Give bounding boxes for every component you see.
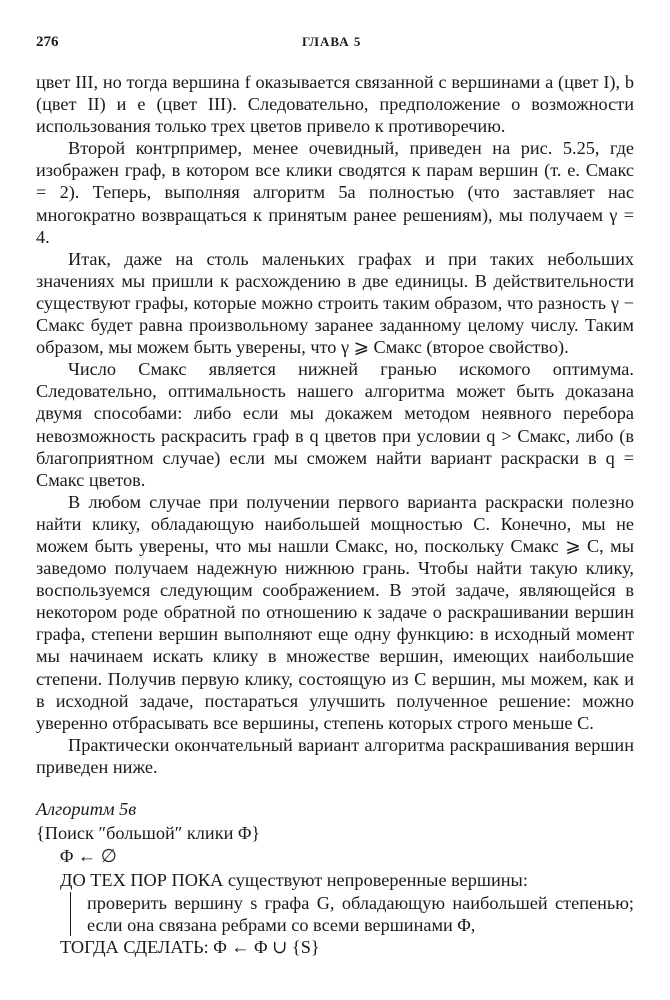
page-number: 276: [36, 34, 59, 50]
chapter-title: ГЛАВА 5: [302, 34, 362, 49]
paragraph-4: Число Cмакс является нижней гранью искомого оптимума. Следовательно, оптимальность нашего алгоритма может быть доказана двумя способами: либо если мы докажем методом неявного перебора невозможность раскрасить граф в q цветов при условии q > Cмакс, либо (в благоприятном случае) если мы сможем найти вариант раскраски в q = Cмакс цветов.: [36, 359, 634, 490]
paragraph-6: Практически окончательный вариант алгоритма раскрашивания вершин приведен ниже.: [36, 734, 634, 777]
algorithm-then: ТОГДА СДЕЛАТЬ: Φ ← Φ ∪ {S}: [60, 937, 320, 957]
body-text: [36, 71, 634, 778]
algorithm-block: [36, 798, 634, 960]
paragraph-5: В любом случае при получении первого варианта раскраски полезно найти клику, обладающую наибольшей мощностью C. Конечно, мы не можем быть уверены, что мы нашли Cмакс, но, поскольку Cмакс ⩾ C, мы заведомо получаем надежную нижнюю грань. Чтобы найти такую клику, воспользуемся следующим соображением. В этой задаче, являющейся в некотором роде обратной по отношению к задаче о раскрашивании вершин графа, степени вершин выполняют еще одну функцию: в исходный момент мы начинаем искать клику в множестве вершин, имеющих наибольшие степени. Получив первую клику, состоящую из C вершин, мы можем, как и в исходной задаче, постараться улучшить полученное решение: можно уверенно отбрасывать все вершины, степень которых строго меньше C.: [36, 491, 634, 733]
algorithm-title: Алгоритм 5в: [36, 799, 137, 819]
algorithm-loop-body: проверить вершину s графа G, обладающую наибольшей степенью; если она связана ребрами со всеми вершинами Φ,: [70, 892, 634, 936]
algorithm-loop-header: ДО ТЕХ ПОР ПОКА существуют непроверенные вершины:: [60, 869, 528, 890]
page-header: [36, 34, 634, 54]
paragraph-3: Итак, даже на столь маленьких графах и при таких небольших значениях мы пришли к расхождению в две единицы. В действительности существуют графы, которые можно строить таким образом, что разность γ − Cмакс будет равна произвольному заранее заданному целому числу. Таким образом, мы можем быть уверены, что γ ⩾ Cмакс (второе свойство).: [36, 248, 634, 358]
paragraph-2: Второй контрпример, менее очевидный, приведен на рис. 5.25, где изображен граф, в котором все клики сводятся к парам вершин (т. е. Cмакс = 2). Теперь, выполняя алгоритм 5а полностью (что заставляет нас многократно возвращаться к принятым ранее решениям), мы получаем γ = 4.: [36, 138, 634, 247]
algorithm-comment: {Поиск ″большой″ клики Φ}: [36, 822, 261, 843]
paragraph-1: цвет III, но тогда вершина f оказывается связанной с вершинами a (цвет I), b (цвет II) и e (цвет III). Следовательно, предположение о возможности использования только трех цветов привело к противоречию.: [36, 72, 634, 137]
algorithm-init: Φ ← ∅: [60, 846, 117, 866]
